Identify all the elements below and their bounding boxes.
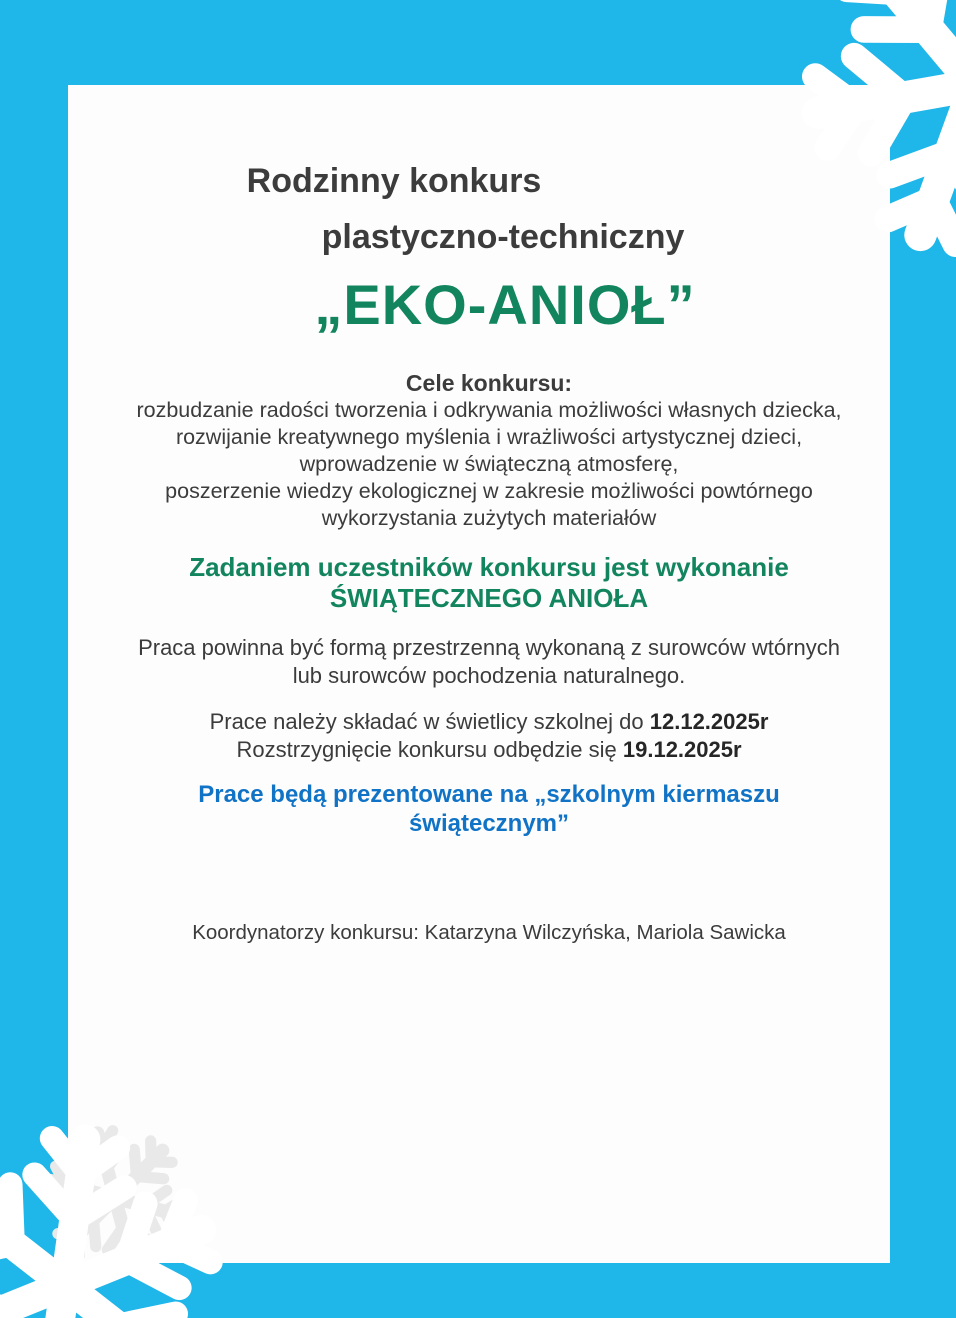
dates-block — [128, 708, 850, 763]
goals-heading: Cele konkursu: — [405, 370, 573, 396]
results-line — [128, 736, 850, 764]
requirements-text: Praca powinna być formą przestrzenną wykonaną z surowców wtórnych lub surowców pochodzenia naturalnego. — [138, 635, 840, 688]
poster-title-line2: plastyczno-techniczny — [321, 218, 685, 256]
goal-item-3: poszerzenie wiedzy ekologicznej w zakresie możliwości powtórnego wykorzystania zużytych materiałów — [165, 479, 813, 530]
goal-item-2: wprowadzenie w świąteczną atmosferę, — [299, 452, 679, 476]
deadline-date: 12.12.2025r — [649, 709, 769, 734]
task-line2: ŚWIĄTECZNEGO ANIOŁA — [329, 583, 649, 613]
poster-main-title: „EKO-ANIOŁ” — [314, 273, 696, 336]
poster-title-line1: Rodzinny konkurs — [246, 162, 542, 200]
deadline-line — [128, 708, 850, 736]
results-date: 19.12.2025r — [622, 736, 742, 762]
coordinators-line: Koordynatorzy konkursu: Katarzyna Wilczyńska, Mariola Sawicka — [192, 921, 786, 944]
presentation-note: Prace będą prezentowane na „szkolnym kiermaszu świątecznym” — [198, 781, 780, 837]
goal-item-1: rozbudzanie radości tworzenia i odkrywania możliwości własnych dziecka, rozwijanie kreatywnego myślenia i wrażliwości artystycznej dzieci, — [136, 398, 842, 449]
deadline-text: Prace należy składać w świetlicy szkolnej do — [209, 709, 650, 734]
results-text: Rozstrzygnięcie konkursu odbędzie się — [236, 736, 623, 762]
task-line1: Zadaniem uczestników konkursu jest wykonanie — [189, 552, 789, 582]
task-statement — [128, 552, 850, 614]
poster-sheet — [68, 85, 890, 1263]
